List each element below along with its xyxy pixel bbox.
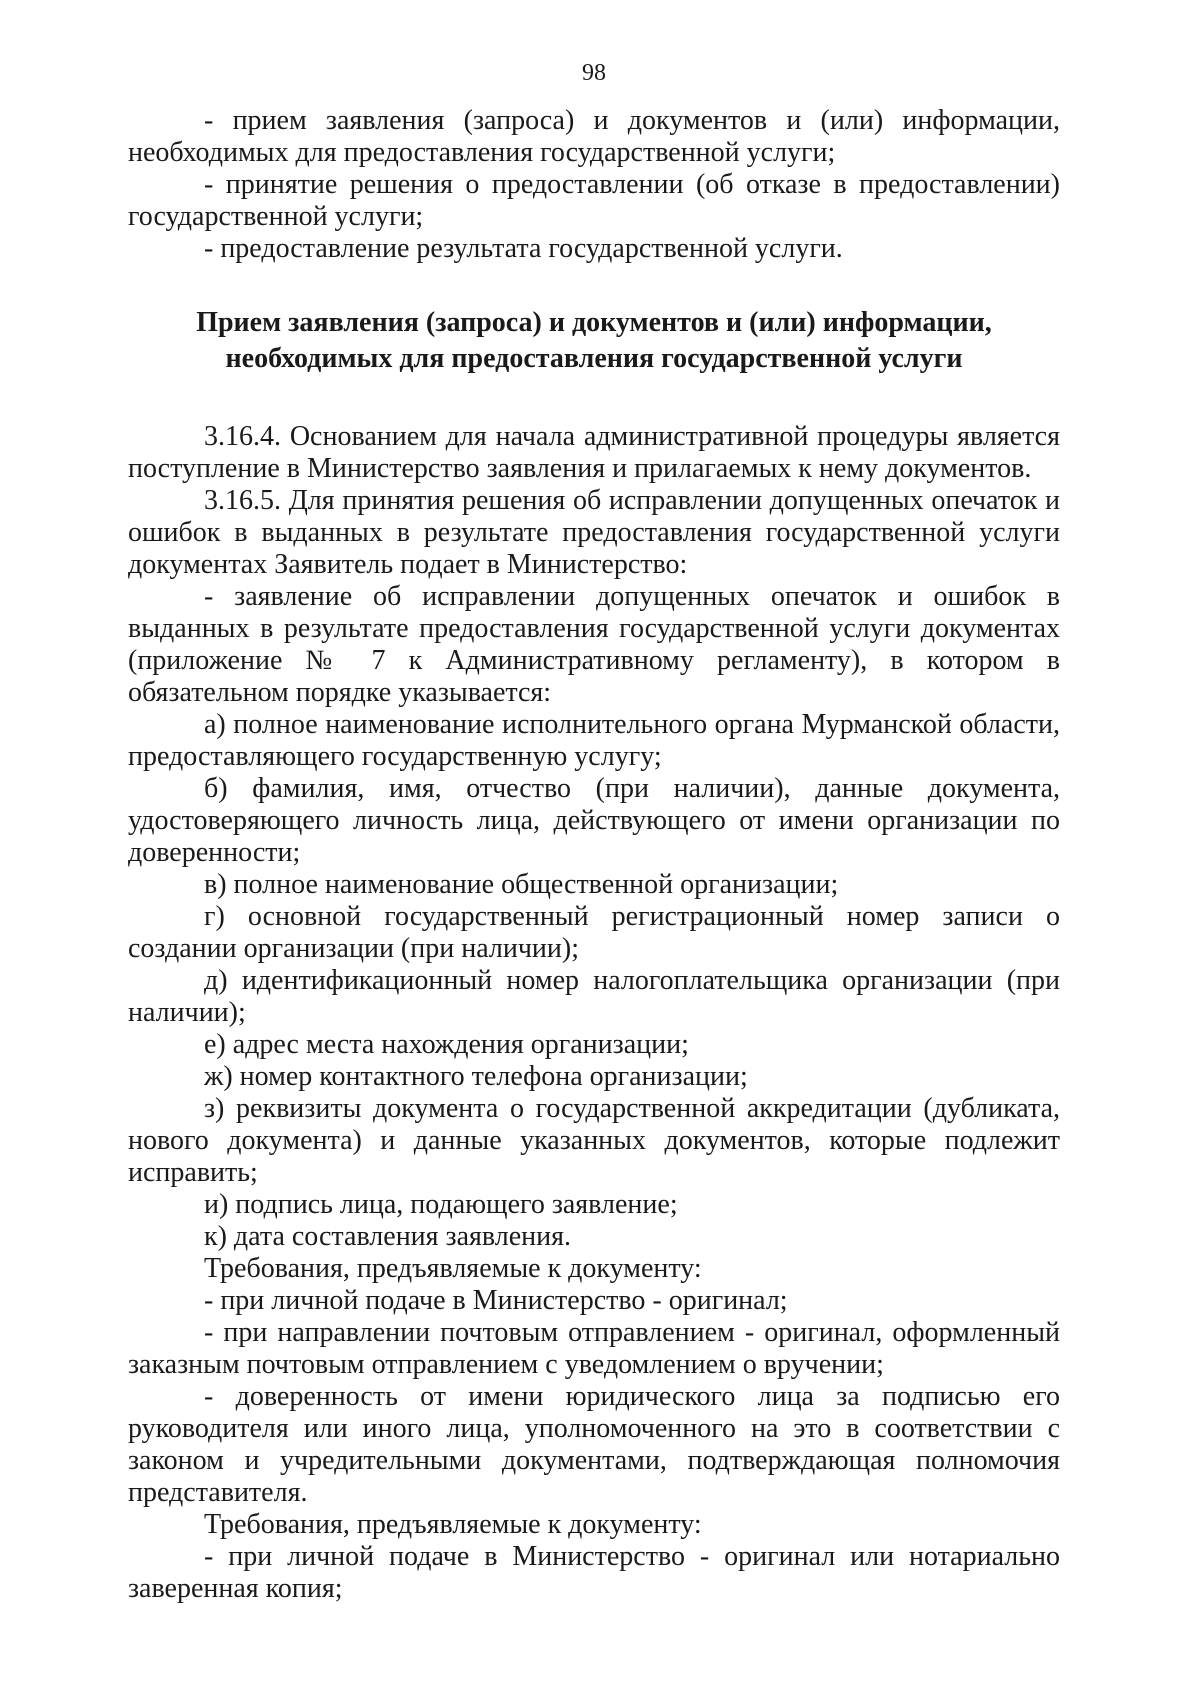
paragraph: 3.16.4. Основанием для начала административной процедуры является поступление в Министерство заявления и прилагаемых к нему документов. [128,421,1060,484]
list-item: д) идентификационный номер налогоплательщика организации (при наличии); [128,965,1060,1028]
intro-item: - прием заявления (запроса) и документов и (или) информации, необходимых для предоставления государственной услуги; [128,105,1060,168]
intro-list [128,105,1060,265]
section-body [128,421,1060,1605]
list-item: - при личной подаче в Министерство - оригинал или нотариально заверенная копия; [128,1541,1060,1604]
list-item: - при направлении почтовым отправлением - оригинал, оформленный заказным почтовым отправлением с уведомлением о вручении; [128,1317,1060,1380]
list-item: е) адрес места нахождения организации; [204,1029,689,1060]
intro-item: - предоставление результата государственной услуги. [204,233,843,264]
paragraph: - заявление об исправлении допущенных опечаток и ошибок в выданных в результате предоставления государственной услуги документах (приложение № 7 к Административному регламенту), в котором в обязательном порядке указывается: [128,581,1060,708]
list-item: г) основной государственный регистрационный номер записи о создании организации (при наличии); [128,901,1060,964]
list-item: - доверенность от имени юридического лица за подписью его руководителя или иного лица, уполномоченного на это в соответствии с законом и учредительными документами, подтверждающая полномочия представителя. [128,1381,1060,1508]
paragraph: Требования, предъявляемые к документу: [204,1253,702,1284]
paragraph: 3.16.5. Для принятия решения об исправлении допущенных опечаток и ошибок в выданных в результате предоставления государственной услуги документах Заявитель подает в Министерство: [128,485,1060,580]
list-item: и) подпись лица, подающего заявление; [204,1189,678,1220]
section-heading-line: Прием заявления (запроса) и документов и (или) информации, [196,307,992,338]
list-item: к) дата составления заявления. [204,1221,572,1252]
section-heading [128,305,1060,377]
list-item: - при личной подаче в Министерство - оригинал; [204,1285,788,1316]
section-heading-line: необходимых для предоставления государственной услуги [225,343,963,374]
list-item: в) полное наименование общественной организации; [204,869,839,900]
list-item: з) реквизиты документа о государственной аккредитации (дубликата, нового документа) и данные указанных документов, которые подлежит исправить; [128,1093,1060,1188]
intro-item: - принятие решения о предоставлении (об отказе в предоставлении) государственной услуги; [128,169,1060,232]
paragraph: Требования, предъявляемые к документу: [204,1509,702,1540]
list-item: б) фамилия, имя, отчество (при наличии), данные документа, удостоверяющего личность лица, действующего от имени организации по доверенности; [128,773,1060,868]
list-item: а) полное наименование исполнительного органа Мурманской области, предоставляющего государственную услугу; [128,709,1060,772]
page-number: 98 [582,60,606,86]
list-item: ж) номер контактного телефона организации; [204,1061,748,1092]
